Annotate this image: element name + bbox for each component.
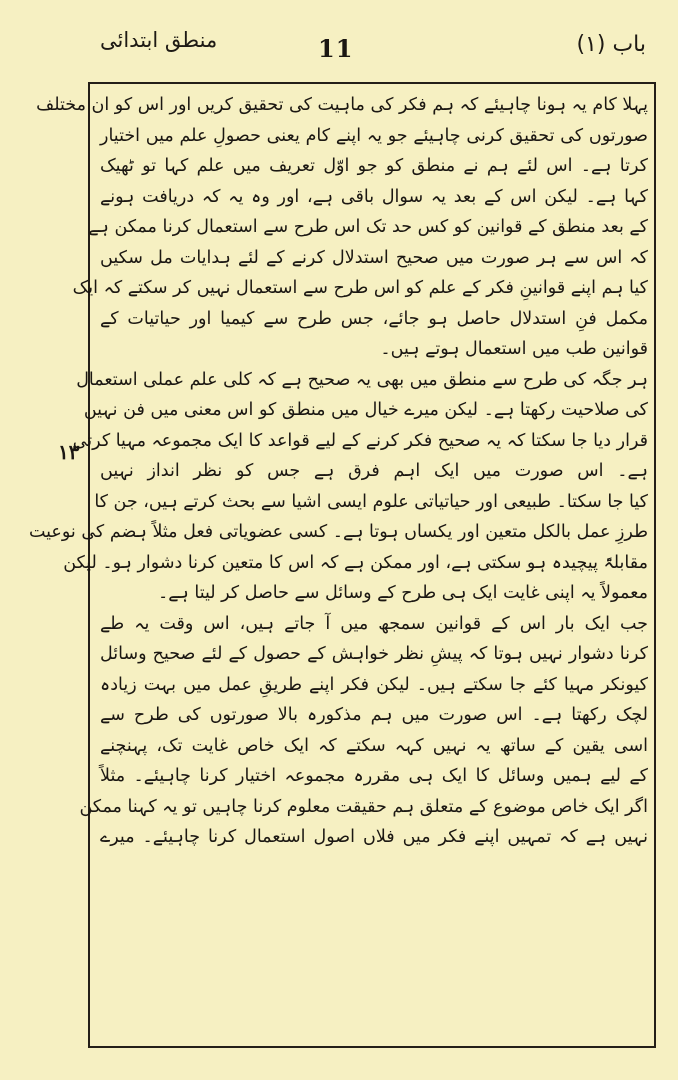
chapter-label: باب (۱) <box>576 32 646 57</box>
text-line: کے لیے ہمیں وسائل کا ایک ہی مقررہ مجموعہ اختیار کرنا چاہیئے۔ مثلاً <box>100 766 648 786</box>
text-line: ہر جگہ کی طرح سے منطق میں بھی یہ صحیح ہے کہ کلی علم عملی استعمال <box>76 369 648 390</box>
text-line: کہ اس سے ہر صورت میں صحیح استدلال کرنے کے لئے ہدایات مل سکیں <box>100 247 648 268</box>
text-line: کرتا ہے۔ اس لئے ہم نے منطق کو جو اوّل تعریف میں علم کہا تو ٹھیک <box>100 156 648 176</box>
text-line: صورتوں کی تحقیق کرنی چاہیئے جو یہ اپنے کام یعنی حصولِ علم میں اختیار <box>100 125 648 146</box>
text-line: کیا ہم اپنے قوانینِ فکر کے علم کو اس طرح سے استعمال نہیں کر سکتے کہ ایک <box>72 278 648 298</box>
text-line: اسی یقین کے ساتھ یہ نہیں کہہ سکتے کہ ایک خاص غایت تک، پہنچنے <box>100 735 648 756</box>
text-line: کہا ہے۔ لیکن اس کے بعد یہ سوال باقی ہے، اور وہ یہ کہ دریافت ہونے <box>100 186 648 207</box>
text-line: پہلا کام یہ ہونا چاہیئے کہ ہم فکر کی ماہیت کی تحقیق کریں اور اس کو ان مختلف <box>36 95 648 115</box>
text-line: کیونکر مہیا کئے جا سکتے ہیں۔ لیکن فکر اپنے طریقِ عمل میں بہت زیادہ <box>100 674 648 695</box>
text-line: قرار دیا جا سکتا کہ یہ صحیح فکر کرنے کے لیے قواعد کا ایک مجموعہ مہیا کرتی <box>72 430 648 451</box>
text-line: نہیں ہے کہ تمہیں اپنے فکر میں فلاں اصول استعمال کرنا چاہیئے۔ میرے <box>100 827 648 847</box>
text-line: کرنا دشوار نہیں ہوتا کہ پیشِ نظر خواہش کے حصول کے لئے صحیح وسائل <box>100 644 648 664</box>
page-number: 11 <box>318 34 354 63</box>
text-line: جب ایک بار اس کے قوانین سمجھ میں آ جاتے ہیں، اس وقت یہ طے <box>100 613 648 634</box>
text-line: اگر ایک خاص موضوع کے متعلق ہم حقیقت معلوم کرنا چاہیں تو یہ کہنا ممکن <box>79 796 648 817</box>
text-line: معمولاً یہ اپنی غایت ایک ہی طرح کے وسائل سے حاصل کر لیتا ہے۔ <box>158 583 648 603</box>
text-line: قوانین طب میں استعمال ہوتے ہیں۔ <box>380 339 648 359</box>
text-line: کے بعد منطق کے قوانین کو کس حد تک اس طرح سے استعمال کرنا ممکن ہے <box>88 217 648 237</box>
text-line: ہے۔ اس صورت میں ایک اہم فرق ہے جس کو نظر انداز نہیں <box>100 461 648 481</box>
running-title: منطق ابتدائی <box>100 28 218 52</box>
text-line: کیا جا سکتا۔ طبیعی اور حیاتیاتی علوم ایسی اشیا سے بحث کرتے ہیں، جن کا <box>94 491 648 512</box>
text-line: طرزِ عمل بالکل متعین اور یکساں ہوتا ہے۔ کسی عضویاتی فعل مثلاً ہضم کی نوعیت <box>28 522 648 542</box>
text-line: مقابلۃً پیچیدہ ہو سکتی ہے، اور ممکن ہے کہ اس کا متعین کرنا دشوار ہو۔ لیکن <box>63 552 648 573</box>
text-line: لچک رکھتا ہے۔ اس صورت میں ہم مذکورہ بالا صورتوں کی طرح سے <box>100 705 648 725</box>
margin-section-number: ۱۳ <box>58 440 80 464</box>
text-line: کی صلاحیت رکھتا ہے۔ لیکن میرے خیال میں منطق کو اس معنی میں فن نہیں <box>83 400 648 420</box>
text-line: مکمل فنِ استدلال حاصل ہو جائے، جس طرح سے کیمیا اور حیاتیات کے <box>100 308 648 329</box>
